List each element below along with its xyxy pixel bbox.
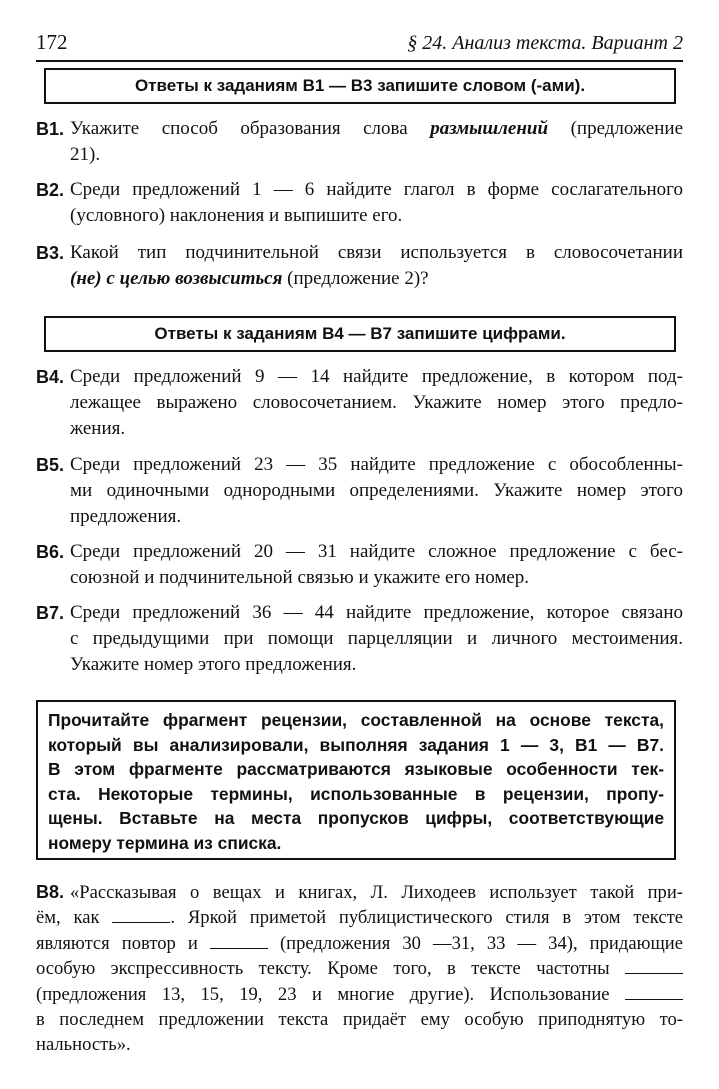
task-text-line: предложения.: [70, 506, 182, 527]
task-label: В2.: [36, 180, 65, 200]
task-text-line: Среди предложений 36 — 44 найдите предложение, которое связано: [70, 602, 683, 623]
task-text-line: с предыдущими при помощи парцелляции и личного местоимения.: [70, 628, 683, 649]
task-text-line: особую экспрессивность тексту. Кроме того, в тексте частотны: [36, 956, 683, 981]
task-text-line: являются повтор и (предложения 30 —31, 33 — 34), придающие: [36, 932, 683, 954]
instruction-line: номеру термина из списка.: [48, 832, 282, 853]
instruction-box-b4-b7: Ответы к заданиям В4 — В7 запишите цифрами.: [44, 316, 676, 352]
task-text-line: Среди предложений 23 — 35 найдите предложение с обособленны-: [70, 454, 683, 475]
answer-blank[interactable]: [625, 957, 683, 974]
task-text-line: «Рассказывая о вещах и книгах, Л. Лиходеев использует такой при-: [70, 882, 683, 903]
task-b6: [36, 539, 683, 591]
task-b2: [36, 177, 683, 229]
task-label: В4.: [36, 367, 65, 387]
task-text-line: (условного) наклонения и выпишите его.: [70, 205, 403, 226]
header-rule: [36, 60, 683, 62]
task-label: В1.: [36, 119, 65, 139]
task-text-line: Какой тип подчинительной связи используется в словосочетании: [70, 242, 683, 263]
task-b7: [36, 600, 683, 678]
page-header: [36, 30, 683, 58]
instruction-box-b1-b3: Ответы к заданиям В1 — В3 запишите словом (-ами).: [44, 68, 676, 104]
instruction-line: который вы анализировали, выполняя задания 1 — 3, В1 — В7.: [48, 734, 664, 755]
task-text-line: лежащее выражено словосочетанием. Укажите номер этого предло-: [70, 392, 683, 413]
task-b3: [36, 240, 683, 292]
task-label: В7.: [36, 603, 65, 623]
emphasized-phrase: (не) с целью возвыситься: [70, 268, 283, 289]
task-label: В5.: [36, 455, 65, 475]
page-number: 172: [36, 30, 68, 54]
answer-blank[interactable]: [625, 983, 683, 1000]
task-label: В3.: [36, 243, 65, 263]
instruction-line: Прочитайте фрагмент рецензии, составленной на основе текста,: [48, 710, 664, 730]
task-text-line: Укажите способ образования слова размышлений (предложение: [70, 118, 684, 139]
task-b4: [36, 364, 683, 442]
task-text-line: (не) с целью возвыситься (предложение 2)?: [70, 268, 429, 289]
answer-blank[interactable]: [112, 906, 170, 923]
task-text-line: ём, как . Яркой приметой публицистического стиля в этом тексте: [36, 907, 683, 929]
task-text-line: ми одиночными однородными определениями. Укажите номер этого: [70, 480, 683, 501]
task-b5: [36, 452, 683, 530]
task-label: В8.: [36, 882, 65, 902]
task-text-line: союзной и подчинительной связью и укажите его номер.: [70, 567, 530, 588]
task-text-line: Среди предложений 9 — 14 найдите предложение, в котором под-: [70, 366, 683, 387]
task-text-line: нальность».: [36, 1034, 131, 1056]
running-title: § 24. Анализ текста. Вариант 2: [407, 32, 683, 54]
answer-blank[interactable]: [210, 932, 268, 949]
instruction-line: ста. Некоторые термины, использованные в рецензии, пропу-: [48, 783, 664, 804]
task-text-line: 21).: [70, 144, 101, 165]
task-b1: [36, 116, 683, 168]
task-text-line: (предложения 13, 15, 19, 23 и многие другие). Использование: [36, 982, 683, 1007]
task-label: В6.: [36, 542, 65, 562]
instruction-line: В этом фрагменте рассматриваются языковые особенности тек-: [48, 759, 664, 780]
task-text-line: Укажите номер этого предложения.: [70, 654, 357, 675]
task-text-line: в последнем предложении текста придаёт ему особую приподнятую то-: [36, 1009, 683, 1031]
task-b8: [36, 880, 683, 1058]
review-instruction-box: [36, 700, 676, 860]
task-text-line: Среди предложений 20 — 31 найдите сложное предложение с бес-: [70, 541, 683, 562]
task-text-line: Среди предложений 1 — 6 найдите глагол в форме сослагательного: [70, 179, 683, 200]
emphasized-word: размышлений: [430, 118, 549, 139]
instruction-line: щены. Вставьте на места пропусков цифры, соответствующие: [48, 808, 664, 829]
task-text-line: жения.: [70, 418, 126, 439]
